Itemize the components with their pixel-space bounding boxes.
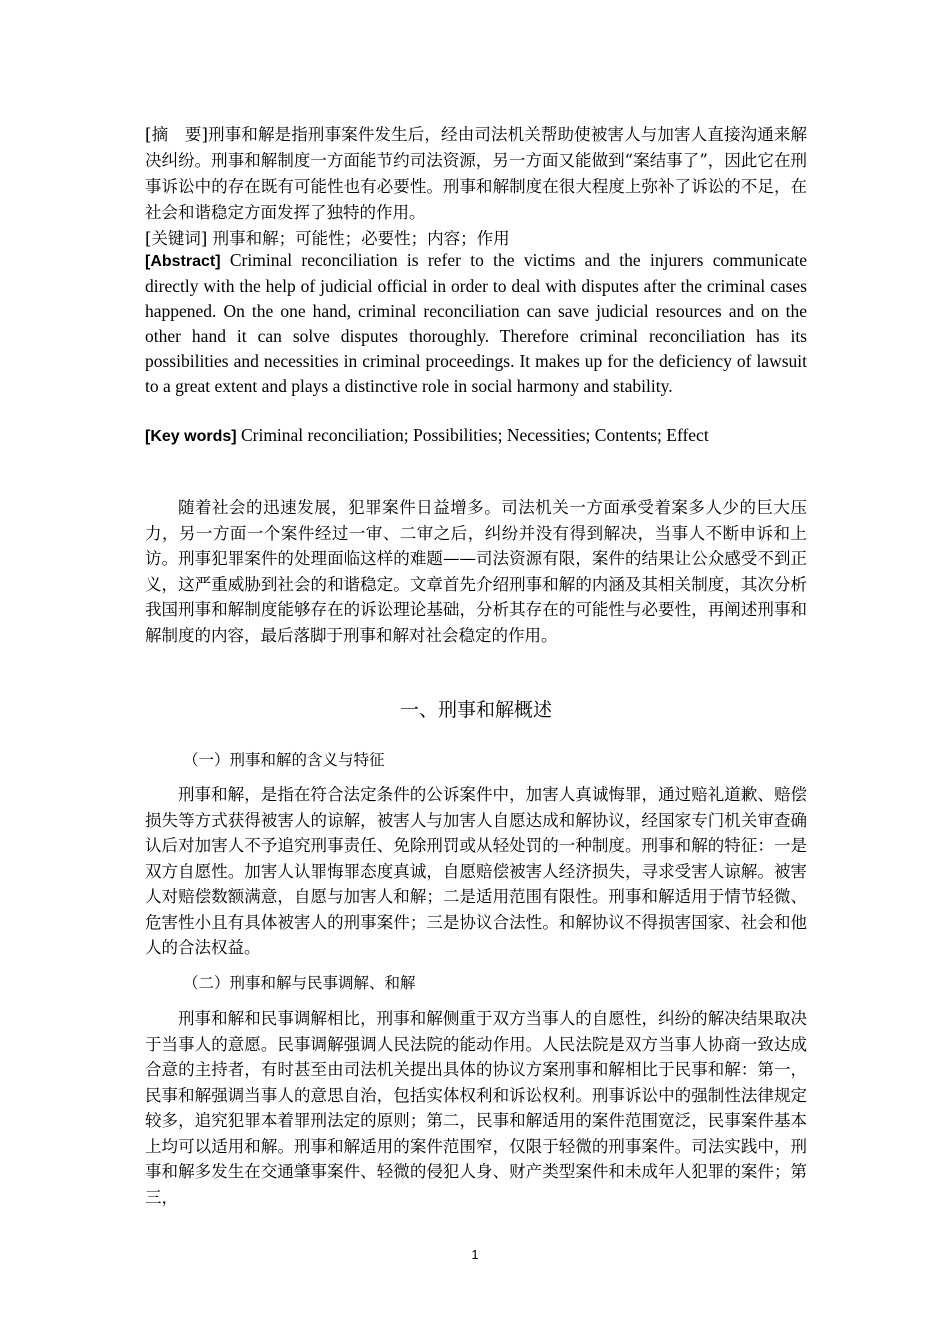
subsection-heading-2: （二）刑事和解与民事调解、和解 (183, 974, 416, 992)
subsection-1-paragraph: 刑事和解，是指在符合法定条件的公诉案件中，加害人真诚悔罪，通过赔礼道歉、赔偿损失等方式获得被害人的谅解，被害人与加害人自愿达成和解协议，经国家专门机关审查确认后对加害人不予追究刑事责任、免除刑罚或从轻处罚的一种制度。刑事和解的特征：一是双方自愿性。加害人认罪悔罪态度真诚，自愿赔偿被害人经济损失，寻求受害人谅解。被害人对赔偿数额满意，自愿与加害人和解；二是适用范围有限性。刑事和解适用于情节轻微、危害性小且有具体被害人的刑事案件；三是协议合法性。和解协议不得损害国家、社会和他人的合法权益。 (145, 785, 807, 957)
keywords-cn-label: [关键词] (145, 229, 208, 248)
keywords-en-text: Criminal reconciliation; Possibilities; Necessities; Contents; Effect (240, 425, 709, 445)
subsection-2-paragraph: 刑事和解和民事调解相比，刑事和解侧重于双方当事人的自愿性，纠纷的解决结果取决于当事人的意愿。民事调解强调人民法院的能动作用。人民法院是双方当事人协商一致达成合意的主持者，有时甚至由司法机关提出具体的协议方案刑事和解相比于民事和解：第一，民事和解强调当事人的意思自治，包括实体权利和诉讼权利。刑事诉讼中的强制性法律规定较多，追究犯罪本着罪刑法定的原则；第二，民事和解适用的案件范围宽泛，民事案件基本上均可以适用和解。刑事和解适用的案件范围窄，仅限于轻微的刑事案件。司法实践中，刑事和解多发生在交通肇事案件、轻微的侵犯人身、财产类型案件和未成年人犯罪的案件；第三， (145, 1009, 807, 1207)
section-heading: 一、刑事和解概述 (399, 699, 552, 721)
abstract-en (145, 248, 807, 399)
intro-paragraph: 随着社会的迅速发展，犯罪案件日益增多。司法机关一方面承受着案多人少的巨大压力，另一方面一个案件经过一审、二审之后，纠纷并没有得到解决，当事人不断申诉和上访。刑事犯罪案件的处理面临这样的难题——司法资源有限，案件的结果让公众感受不到正义，这严重威胁到社会的和谐稳定。文章首先介绍刑事和解的内涵及其相关制度，其次分析我国刑事和解制度能够存在的诉讼理论基础，分析其存在的可能性与必要性，再阐述刑事和解制度的内容，最后落脚于刑事和解对社会稳定的作用。 (145, 498, 807, 645)
keywords-en-label: [Key words] (145, 428, 237, 445)
abstract-cn-text: 刑事和解是指刑事案件发生后，经由司法机关帮助使被害人与加害人直接沟通来解决纠纷。刑事和解制度一方面能节约司法资源，另一方面又能做到“案结事了”，因此它在刑事诉讼中的存在既有可能性也有必要性。刑事和解制度在很大程度上弥补了诉讼的不足，在社会和谐稳定方面发挥了独特的作用。 (145, 125, 807, 222)
subsection-heading-1: （一）刑事和解的含义与特征 (183, 751, 385, 769)
abstract-en-label: [Abstract] (145, 253, 221, 270)
abstract-cn-label: [摘 要] (145, 125, 208, 144)
keywords-en (145, 423, 807, 449)
abstract-en-text: Criminal reconciliation is refer to the victims and the injurers communicate directly with the help of judicial official in order to deal with disputes after the criminal cases happened. On the one hand, criminal reconciliation can save judicial resources and on the other hand it can solve disputes thoroughly. Therefore criminal reconciliation has its possibilities and necessities in criminal proceedings. It makes up for the deficiency of lawsuit to a great extent and plays a distinctive role in social harmony and stability. (145, 250, 807, 396)
page-number: 1 (471, 1247, 479, 1262)
keywords-cn-text: 刑事和解；可能性；必要性；内容；作用 (212, 229, 510, 248)
abstract-cn (145, 122, 807, 226)
